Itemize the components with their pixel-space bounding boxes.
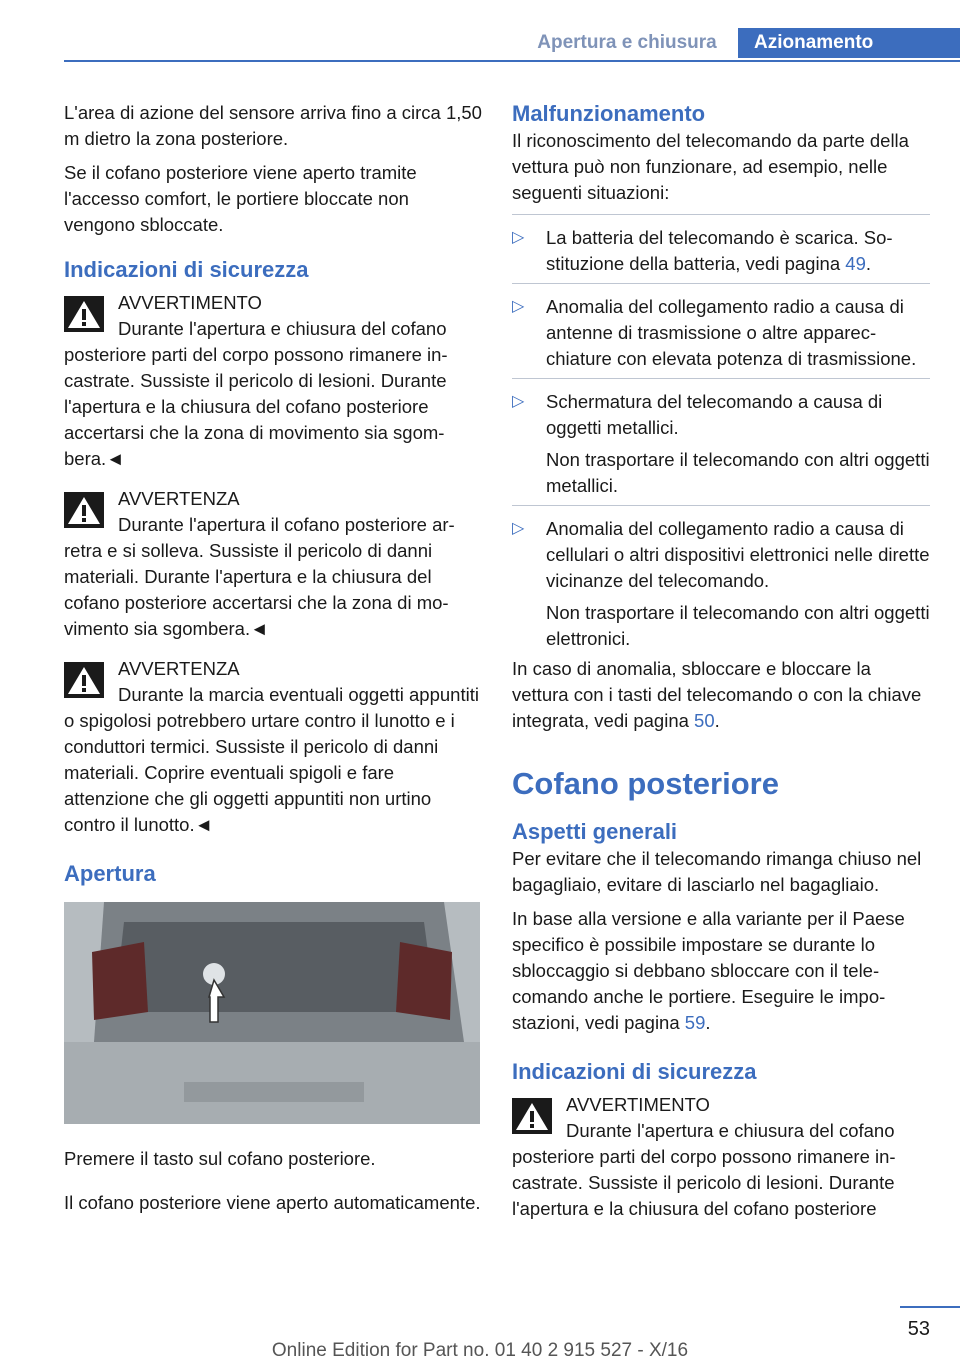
warning-text: Durante l'apertura e chiusura del cofano posteriore parti del corpo possono rimanere incastrate. Sussiste il pericolo di lesioni. Durante l'apertura e la chiusura del cofano posteriore accertarsi che la zona di movimento sia sgombera.◄ bbox=[64, 318, 448, 469]
list-item-text: Anomalia del collegamento radio a causa di cellulari o altri dispositivi elettronici nelle dirette vicinanze del telecomando. bbox=[546, 518, 930, 591]
list-item bbox=[512, 516, 930, 652]
bullet-divider bbox=[512, 505, 930, 506]
section-heading: Indicazioni di sicurezza bbox=[512, 1059, 757, 1084]
warning-title: AVVERTENZA bbox=[118, 488, 240, 509]
warning-text: Durante l'apertura e chiusura del cofano posteriore parti del corpo possono rimanere incastrate. Sussiste il pericolo di lesioni. Durante l'apertura e la chiusura del cofano posteriore bbox=[512, 1120, 896, 1219]
paragraph-text: In caso di anomalia, sbloccare e bloccare la vettura con i tasti del telecomando o con la chiave integrata, vedi pagina bbox=[512, 658, 922, 731]
section-heading: Aspetti generali bbox=[512, 819, 678, 844]
warning-box bbox=[512, 1092, 930, 1222]
warning-text: Durante la marcia eventuali oggetti appuntiti o spigolosi potrebbero urtare contro il lunotto e i conduttori termici. Sussiste il pericolo di danni materiali. Coprire eventuali spigoli e fare attenzione che gli oggetti appuntiti non urtino contro il lunotto.◄ bbox=[64, 684, 479, 835]
paragraph: Premere il tasto sul cofano posteriore. bbox=[64, 1148, 376, 1169]
paragraph-text: In base alla versione e alla variante per il Paese specifico è possibile impostare se durante lo sbloccaggio si debbano sbloccare con il telecomando anche le portiere. Eseguire le impostazioni, vedi pagina bbox=[512, 908, 905, 1033]
section-heading: Apertura bbox=[64, 861, 156, 886]
section-heading: Indicazioni di sicurezza bbox=[64, 257, 309, 282]
paragraph: Se il cofano posteriore viene aperto tramite l'accesso comfort, le portiere bloccate non vengono sbloccate. bbox=[64, 162, 417, 235]
warning-text: Durante l'apertura il cofano posteriore arretra e si solleva. Sussiste il pericolo di danni materiali. Durante l'apertura e la chiusura del cofano posteriore accertarsi che la zona di movimento sia sgombera.◄ bbox=[64, 514, 455, 639]
page-link[interactable]: 50 bbox=[694, 710, 715, 731]
warning-box bbox=[64, 656, 482, 838]
triangle-bullet-icon: ▷ bbox=[512, 393, 525, 410]
paragraph: Il riconoscimento del telecomando da parte della vettura può non funzionare, ad esempio, nelle seguenti situazioni: bbox=[512, 130, 909, 203]
warning-box bbox=[64, 486, 482, 642]
paragraph: Per evitare che il telecomando rimanga chiuso nel bagagliaio, evitare di lasciarlo nel bagagliaio. bbox=[512, 848, 922, 895]
page-number: 53 bbox=[907, 1318, 930, 1340]
footer-rule bbox=[900, 1306, 960, 1308]
triangle-bullet-icon: ▷ bbox=[512, 520, 525, 537]
triangle-bullet-icon: ▷ bbox=[512, 229, 525, 246]
page-link[interactable]: 59 bbox=[684, 1012, 706, 1033]
section-heading: Malfunzionamento bbox=[512, 101, 706, 126]
warning-triangle-icon bbox=[64, 492, 104, 528]
paragraph: Il cofano posteriore viene aperto automaticamente. bbox=[64, 1192, 481, 1213]
right-column bbox=[512, 100, 930, 1232]
paragraph: L'area di azione del sensore arriva fino a circa 1,50 m dietro la zona posteriore. bbox=[64, 102, 482, 149]
list-item bbox=[512, 294, 930, 372]
warning-title: AVVERTENZA bbox=[118, 658, 240, 679]
list-item bbox=[512, 389, 930, 499]
list-item-text: La batteria del telecomando è scarica. Sostituzione della batteria, vedi pagina bbox=[546, 227, 893, 274]
warning-triangle-icon bbox=[512, 1098, 552, 1134]
bullet-divider bbox=[512, 283, 930, 284]
list-item: ▷ La batteria del telecomando è scarica. Sostituzione della batteria, vedi pagina 49. bbox=[512, 227, 893, 274]
warning-triangle-icon bbox=[64, 662, 104, 698]
bullet-divider bbox=[512, 214, 930, 215]
list-item-note: Non trasportare il telecomando con altri oggetti metallici. bbox=[546, 449, 930, 496]
header-chapter: Azionamento bbox=[738, 28, 960, 58]
paragraph: In base alla versione e alla variante per il Paese specifico è possibile impostare se durante lo sbloccaggio si debbano sbloccare con il telecomando anche le portiere. Eseguire le impostazioni, vedi pagina 59. bbox=[512, 908, 905, 1033]
list-item-note: Non trasportare il telecomando con altri oggetti elettronici. bbox=[546, 602, 930, 649]
bullet-divider bbox=[512, 378, 930, 379]
page-link[interactable]: 49 bbox=[845, 253, 866, 274]
list-item-text: Schermatura del telecomando a causa di oggetti metallici. bbox=[546, 391, 883, 438]
header-rule bbox=[64, 60, 960, 62]
footer-edition: Online Edition for Part no. 01 40 2 915 527 - X/16 bbox=[271, 1340, 689, 1361]
chapter-heading: Cofano posteriore bbox=[512, 766, 779, 801]
header-section: Apertura e chiusura bbox=[537, 32, 717, 53]
tailgate-photo bbox=[64, 902, 480, 1124]
paragraph: In caso di anomalia, sbloccare e bloccare la vettura con i tasti del telecomando o con la chiave integrata, vedi pagina 50. bbox=[512, 658, 922, 731]
left-column bbox=[64, 100, 482, 1224]
list-item-text: Anomalia del collegamento radio a causa di antenne di trasmissione o altre apparecchiature con elevata potenza di trasmissione. bbox=[546, 296, 917, 369]
triangle-bullet-icon: ▷ bbox=[512, 298, 525, 315]
warning-triangle-icon bbox=[64, 296, 104, 332]
warning-title: AVVERTIMENTO bbox=[566, 1094, 710, 1115]
warning-box bbox=[64, 290, 482, 472]
warning-title: AVVERTIMENTO bbox=[118, 292, 262, 313]
